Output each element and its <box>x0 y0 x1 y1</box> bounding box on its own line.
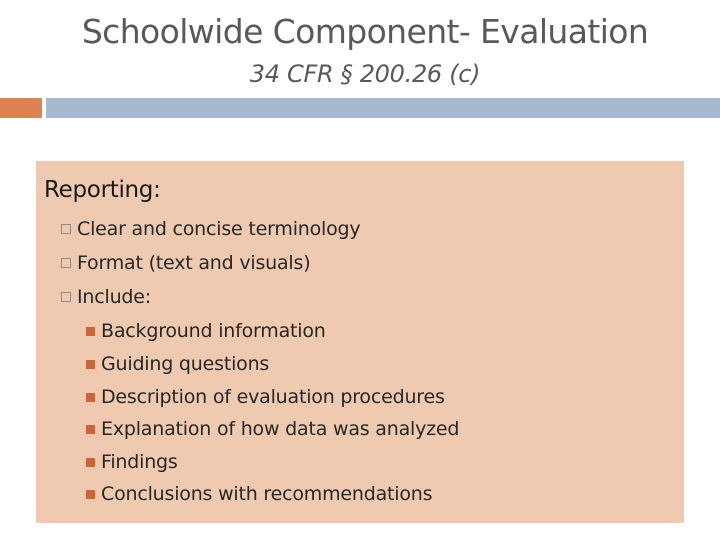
square-bullet-icon <box>86 393 95 402</box>
section-heading: Reporting: <box>44 177 161 203</box>
list-item-label: Include: <box>77 286 151 308</box>
sub-list-item-label: Conclusions with recommendations <box>101 483 433 505</box>
square-bullet-icon <box>86 490 95 499</box>
sub-list-item-label: Guiding questions <box>101 353 270 375</box>
content-box <box>36 161 684 523</box>
slide-subtitle: 34 CFR § 200.26 (c) <box>249 60 481 88</box>
list-item <box>61 218 360 240</box>
sub-list-item-label: Explanation of how data was analyzed <box>101 418 460 440</box>
square-bullet-icon <box>86 425 95 434</box>
square-bullet-icon <box>86 458 95 467</box>
accent-bar-blue <box>46 98 720 118</box>
list-item <box>61 286 151 308</box>
sub-list-item <box>86 483 432 505</box>
sub-list-item <box>86 386 445 408</box>
square-bullet-icon <box>86 327 95 336</box>
square-bullet-icon <box>86 360 95 369</box>
checkbox-bullet-icon <box>61 224 71 234</box>
checkbox-bullet-icon <box>61 292 71 302</box>
list-item <box>61 252 310 274</box>
sub-list-item-label: Description of evaluation procedures <box>101 386 445 408</box>
slide-title: Schoolwide Component- Evaluation <box>81 12 649 51</box>
sub-list-item <box>86 353 269 375</box>
checkbox-bullet-icon <box>61 258 71 268</box>
sub-list-item-label: Background information <box>101 320 326 342</box>
sub-list-item <box>86 418 459 440</box>
sub-list-item <box>86 451 178 473</box>
sub-list-item <box>86 320 326 342</box>
list-item-label: Format (text and visuals) <box>77 252 311 274</box>
accent-bar-orange <box>0 98 42 118</box>
sub-list-item-label: Findings <box>101 451 178 473</box>
list-item-label: Clear and concise terminology <box>77 218 361 240</box>
